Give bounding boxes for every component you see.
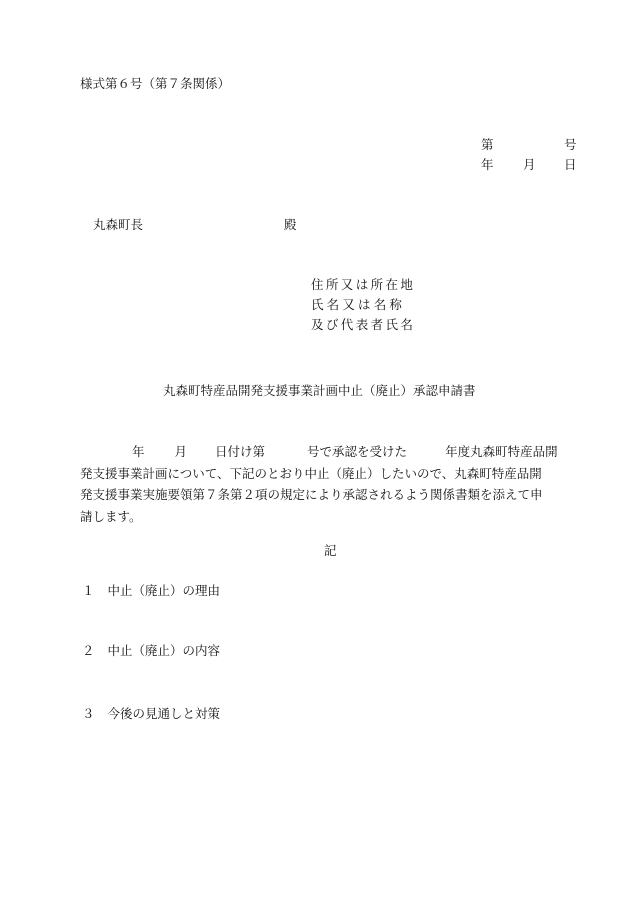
body-year: 年: [132, 444, 145, 459]
doc-number-dai: 第: [481, 137, 494, 152]
body-dated-no: 日付け第: [215, 444, 266, 459]
item-label: 今後の見通しと対策: [107, 706, 221, 721]
body-month: 月: [174, 444, 188, 459]
body-rest-line1: 年度丸森町特産品開: [445, 444, 558, 459]
applicant-address-label: 住所又は所在地: [311, 277, 416, 292]
document-title: 丸森町特産品開発支援事業計画中止（廃止）承認申請書: [163, 383, 476, 398]
body-line-4: 請します。: [80, 508, 142, 524]
body-line-1: [80, 441, 590, 463]
doc-number-go: 号: [564, 137, 577, 152]
body-approved: 号で承認を受けた: [307, 444, 408, 459]
body-paragraph: [80, 441, 590, 527]
applicant-name-label: 氏 名 又 は 名 称: [311, 297, 402, 312]
date-year: 年: [481, 157, 494, 172]
body-line-3: 発支援事業実施要領第７条第２項の規定により承認されるよう関係書類を添えて申: [80, 487, 543, 502]
item-1: [82, 585, 220, 598]
date-month: 月: [523, 157, 536, 172]
item-number: ３: [82, 706, 95, 721]
item-2: [82, 645, 220, 658]
addressee-honorific: 殿: [284, 217, 297, 232]
date-day: 日: [564, 157, 577, 172]
applicant-rep-label: 及び代表者氏名: [311, 317, 416, 332]
form-number: 様式第６号（第７条関係）: [80, 76, 231, 91]
item-number: ２: [82, 643, 95, 658]
item-label: 中止（廃止）の理由: [107, 583, 221, 598]
item-label: 中止（廃止）の内容: [107, 643, 221, 658]
addressee-name: 丸森町長: [93, 217, 144, 232]
ki-heading: 記: [324, 543, 337, 558]
item-3: [82, 708, 220, 721]
item-number: １: [82, 583, 95, 598]
body-line-2: 発支援事業計画について、下記のとおり中止（廃止）したいので、丸森町特産品開: [80, 465, 542, 481]
